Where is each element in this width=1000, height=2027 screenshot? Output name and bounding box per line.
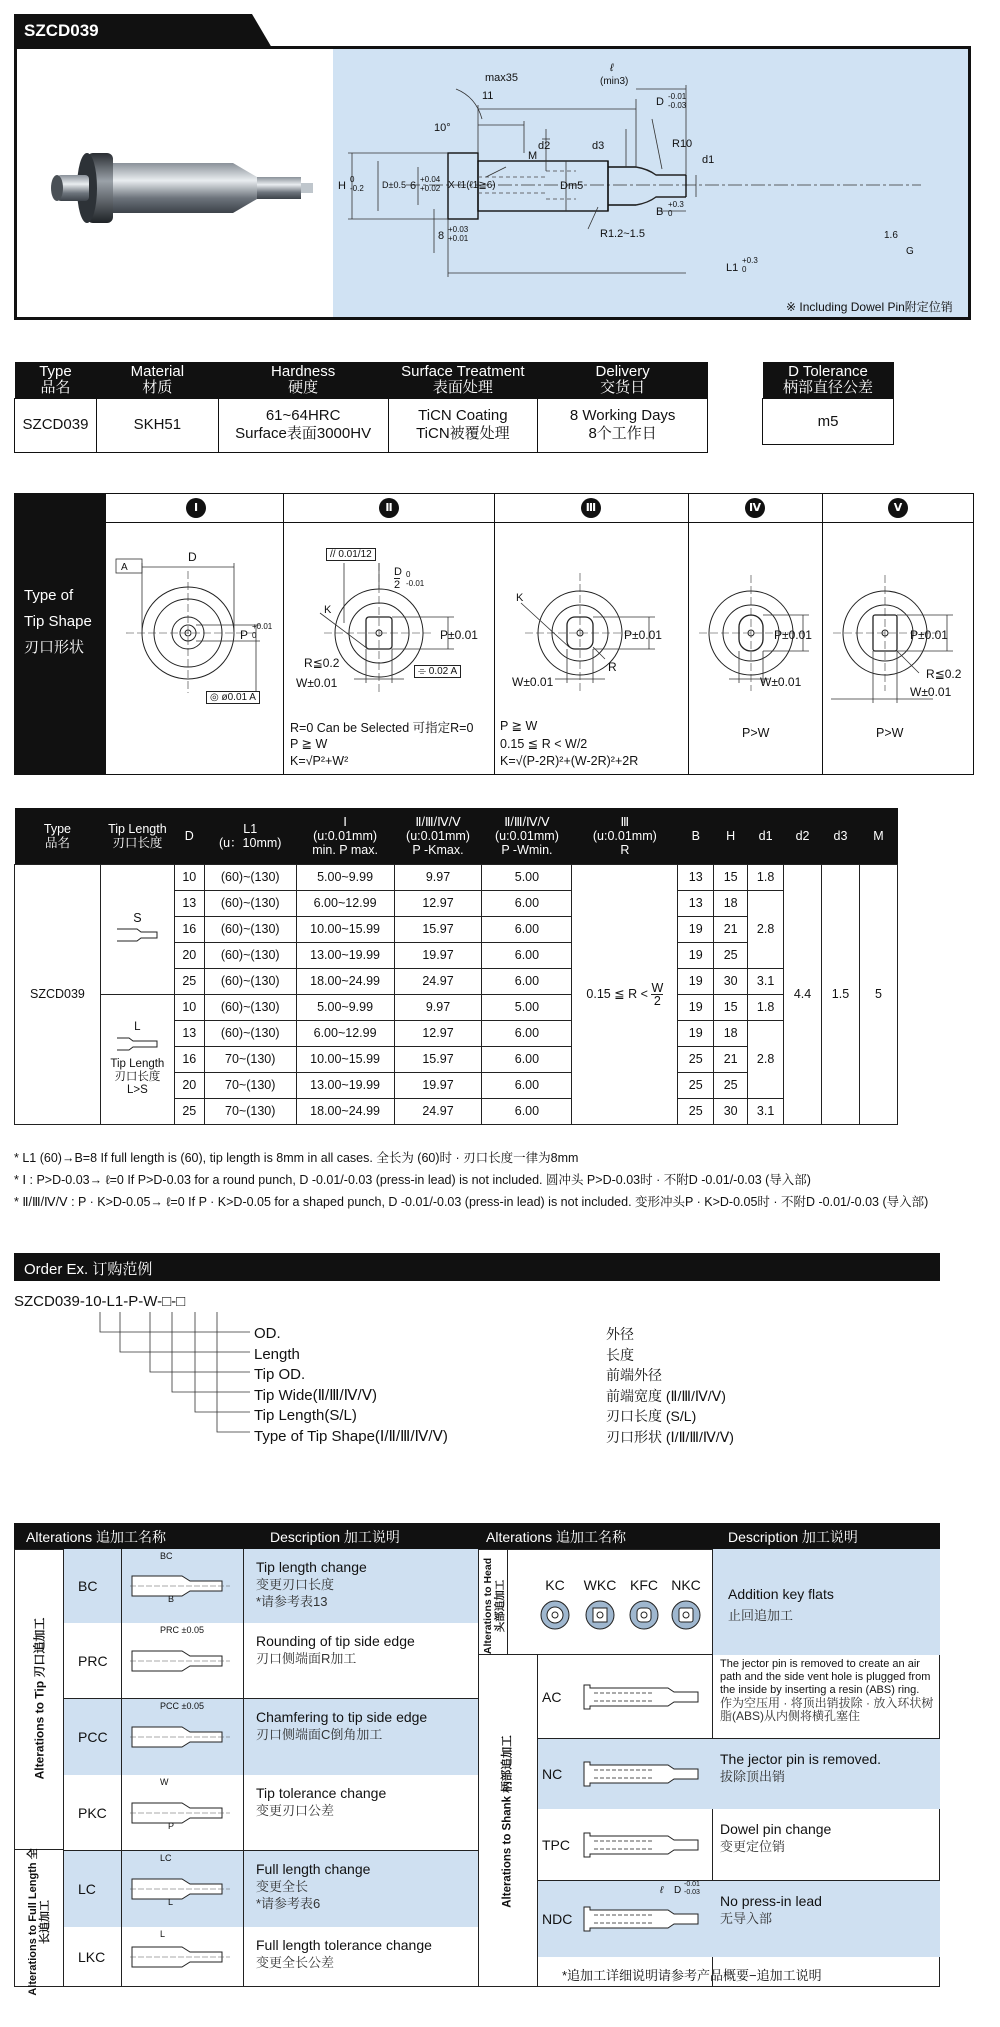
dim-max35: max35 <box>485 72 519 84</box>
order-item-tip-shape: Type of Tip Shape(Ⅰ/Ⅱ/Ⅲ/Ⅳ/Ⅴ) <box>254 1427 448 1445</box>
cell: 30 <box>714 1098 748 1124</box>
product-photo-panel <box>17 49 333 317</box>
dim-eight-tol: +0.03 +0.01 <box>448 225 469 243</box>
pin-sketch-icon <box>122 1927 244 1987</box>
d1-cell: 3.1 <box>748 968 784 994</box>
r-range-cell: 0.15 ≦ R < $\frac{W}{2}$ <box>572 864 678 1124</box>
alteration-code: LC <box>64 1851 122 1927</box>
dim-h: H <box>338 180 346 192</box>
tip-group-label: Alterations to Tip 刃口追加工 <box>32 1617 47 1780</box>
s2-d2: 2 <box>394 579 401 591</box>
s5-note: P>W <box>876 726 904 740</box>
s4-note: P>W <box>742 726 770 740</box>
cell: 19 <box>678 1020 714 1046</box>
head-code-nkc: NKC <box>671 1577 701 1593</box>
dim-11: 11 <box>482 90 494 102</box>
m-cell: 5 <box>859 864 897 1124</box>
head-key-icons <box>540 1597 710 1637</box>
cell: 30 <box>714 968 748 994</box>
pin-sketch-icon <box>122 1549 244 1623</box>
product-code: SZCD039 <box>24 21 99 40</box>
dim-xl: X ℓ1(ℓ1≧6) <box>448 180 496 191</box>
dim-d3: d3 <box>592 140 605 152</box>
dim-d1: d1 <box>702 154 715 166</box>
dim-g: G <box>906 246 914 257</box>
alteration-desc: No press-in lead 无导入部 <box>712 1881 940 1957</box>
s2-note-1: R=0 Can be Selected 可指定R=0 <box>290 721 474 735</box>
cell: 20 <box>174 1072 204 1098</box>
alterations-footnote: *追加工详细说明请参考产品概要−追加工说明 <box>562 1968 822 1983</box>
alteration-row-lc[interactable] <box>64 1851 478 1927</box>
cell: 13.00~19.99 <box>296 1072 394 1098</box>
pin-sketch-icon <box>574 1739 712 1809</box>
head-desc-cell <box>712 1549 940 1655</box>
alteration-desc: Rounding of tip side edge 刃口侧端面R加工 <box>256 1633 415 1666</box>
s5-p: P±0.01 <box>910 628 948 642</box>
head-code-wkc: WKC <box>583 1577 617 1593</box>
dim-six: 6 <box>410 180 417 192</box>
cell: 18.00~24.99 <box>296 968 394 994</box>
spec-table <box>14 362 708 453</box>
order-code: SZCD039-10-L1-P-W-□-□ <box>14 1293 186 1310</box>
alteration-code: TPC <box>542 1837 570 1853</box>
cell: 10 <box>174 994 204 1020</box>
alteration-desc: The jector pin is removed. 拔除顶出销 <box>712 1739 940 1809</box>
spec-header-type: Type 品名 <box>15 362 97 398</box>
alteration-row-pcc[interactable] <box>64 1699 478 1775</box>
cell: 5.00~9.99 <box>296 864 394 890</box>
nkc-icon <box>672 1601 700 1629</box>
cell: 10.00~15.99 <box>296 1046 394 1072</box>
note-3: * Ⅱ/Ⅲ/Ⅳ/Ⅴ : P · K>D-0.05→ ℓ=0 If P · K>D-0.05 for a shaped punch, D -0.01/-0.03 (press-in lead) is not included. 变形冲头P · K>D-0.05时 · 不附D -0.01/-0.03 (导入部) <box>14 1195 929 1209</box>
th-m: M <box>859 808 897 864</box>
cell: 9.97 <box>394 994 482 1020</box>
cell: 16 <box>174 916 204 942</box>
cell: 5.00 <box>482 994 572 1020</box>
cell: 25 <box>174 968 204 994</box>
table-row <box>15 864 898 890</box>
cell: 18.00~24.99 <box>296 1098 394 1124</box>
cell: 13 <box>174 890 204 916</box>
tip-col-5-badge: Ⅴ <box>888 498 908 518</box>
order-items-cn: 外径 长度 前端外径 前端宽度 (Ⅱ/Ⅲ/Ⅳ/Ⅴ) 刃口长度 (S/L) 刃口形状 (Ⅰ/Ⅱ/Ⅲ/Ⅳ/Ⅴ) <box>606 1326 734 1445</box>
spec-header-delivery: Delivery 交货日 <box>538 362 708 398</box>
th-i: Ⅰ (u:0.01mm) min. P max. <box>296 808 394 864</box>
alteration-desc: Chamfering to tip side edge 刃口侧端面C倒角加工 <box>244 1699 478 1775</box>
cell: 16 <box>174 1046 204 1072</box>
cell: (60)~(130) <box>204 864 296 890</box>
alteration-row-prc[interactable] <box>64 1623 478 1699</box>
alteration-desc: Tip tolerance change 变更刃口公差 <box>256 1785 387 1818</box>
th-type: Type 品名 <box>15 808 101 864</box>
spec-header-material: Material 材质 <box>96 362 218 398</box>
s3-note-1: P ≧ W <box>500 719 538 733</box>
cell: (60)~(130) <box>204 1020 296 1046</box>
dim-b: B <box>656 206 664 218</box>
dim-d2: d2 <box>538 140 551 152</box>
s3-w: W±0.01 <box>512 675 554 689</box>
s2-sym: ⌯ 0.02 A <box>414 665 461 678</box>
th-tip-length: Tip Length 刃口长度 <box>100 808 174 864</box>
cell: 6.00 <box>482 916 572 942</box>
alteration-figure: ℓ D -0.01 -0.03 <box>574 1881 712 1957</box>
dowel-note: ※ Including Dowel Pin附定位销 <box>786 300 953 314</box>
spec-header-surface: Surface Treatment 表面处理 <box>388 362 538 398</box>
tip-col-3-badge: Ⅲ <box>581 498 601 518</box>
wkc-icon <box>586 1601 614 1629</box>
cell: 9.97 <box>394 864 482 890</box>
head-code-kfc: KFC <box>630 1577 658 1593</box>
alt-header-left: Alterations 追加工名称 <box>26 1529 167 1545</box>
cell: 24.97 <box>394 968 482 994</box>
short-tip-icon <box>115 925 159 945</box>
alteration-figure: W P <box>122 1775 244 1851</box>
s1-p: P <box>240 628 249 642</box>
alteration-code: PCC <box>64 1699 122 1775</box>
alteration-desc: Full length change 变更全长 *请参考表6 <box>244 1851 478 1927</box>
alteration-desc: Dowel pin change 变更定位销 <box>720 1821 832 1854</box>
pin-sketch-icon <box>574 1809 712 1881</box>
cell: 25 <box>174 1098 204 1124</box>
cell: 19 <box>678 994 714 1020</box>
cell: 6.00 <box>482 1072 572 1098</box>
kfc-icon <box>630 1601 658 1629</box>
order-item-tip-od: Tip OD. <box>254 1366 306 1383</box>
order-item-tip-wide: Tip Wide(Ⅱ/Ⅲ/Ⅳ/Ⅴ) <box>254 1386 377 1404</box>
alteration-row-ndc[interactable] <box>538 1881 940 1957</box>
tip-length-s-cell: S <box>100 864 174 994</box>
desc-header-right: Description 加工说明 <box>728 1529 858 1545</box>
th-r: Ⅲ (u:0.01mm) R <box>572 808 678 864</box>
s2-w: W±0.01 <box>296 676 338 690</box>
alteration-code: LKC <box>64 1927 122 1987</box>
cell: 19.97 <box>394 942 482 968</box>
alteration-figure <box>574 1809 712 1881</box>
head-desc-en: Addition key flats <box>728 1586 834 1602</box>
d1-cell: 3.1 <box>748 1098 784 1124</box>
alteration-desc: The jector pin is removed to create an air path and the side vent hole is plugged from the inside by inserting a resin (ABS) ring. 作为空压用 · 将顶出销拔除 · 放入环状树脂(ABS)从内侧将横孔塞住 <box>720 1658 934 1723</box>
s3-k: K <box>516 592 524 604</box>
order-title-bar <box>14 1253 940 1281</box>
cell: 15.97 <box>394 1046 482 1072</box>
alteration-figure: BC B <box>122 1549 244 1623</box>
cell: 13 <box>174 1020 204 1046</box>
alteration-row-bc[interactable] <box>64 1549 478 1623</box>
order-item-length: Length <box>254 1345 300 1363</box>
cell: 21 <box>714 1046 748 1072</box>
cell: 70~(130) <box>204 1072 296 1098</box>
d2-cell: 4.4 <box>784 864 822 1124</box>
shank-group-label: Alterations to Shank 柄部追加工 <box>501 1735 514 1908</box>
pin-sketch-icon <box>574 1655 712 1739</box>
alteration-code: BC <box>64 1549 122 1623</box>
dim-10deg: 10° <box>434 122 451 134</box>
alteration-figure: L <box>122 1927 244 1987</box>
full-group-label: Alterations to Full Length 全长追加工 <box>27 1848 51 1996</box>
th-d1: d1 <box>748 808 784 864</box>
s2-note-3: K=√P²+W² <box>290 754 349 768</box>
cell: 6.00 <box>482 968 572 994</box>
tip-col-1-badge: Ⅰ <box>186 498 206 518</box>
s2-d2tol: 0 -0.01 <box>406 570 425 588</box>
order-item-tip-length: Tip Length(S/L) <box>254 1407 357 1424</box>
cell: 19 <box>678 968 714 994</box>
dim-h-tol: 0 -0.2 <box>350 175 364 193</box>
alteration-row-lkc[interactable] <box>64 1927 478 1987</box>
tip-shape-label-3: 刃口形状 <box>24 639 85 656</box>
dim-dm5: Dm5 <box>560 180 584 192</box>
dim-d-tol-v: -0.01 -0.03 <box>668 92 687 110</box>
cell: 19 <box>678 942 714 968</box>
spec-header-hardness: Hardness 硬度 <box>218 362 388 398</box>
long-tip-icon <box>115 1034 159 1054</box>
cell: 19.97 <box>394 1072 482 1098</box>
d1-cell: 2.8 <box>748 1020 784 1098</box>
s3-r: R <box>608 660 617 674</box>
cell: 18 <box>714 890 748 916</box>
cell: (60)~(130) <box>204 968 296 994</box>
cell: 6.00 <box>482 942 572 968</box>
th-d: D <box>174 808 204 864</box>
cell: 21 <box>714 916 748 942</box>
cell: 25 <box>678 1098 714 1124</box>
dimension-table-body <box>15 864 898 1124</box>
dim-l1: L1 <box>726 262 739 274</box>
d1-cell: 1.8 <box>748 994 784 1020</box>
alteration-row-ac[interactable] <box>538 1655 940 1739</box>
dim-d-tol: D <box>656 96 664 108</box>
dim-b-tol: +0.3 0 <box>668 200 684 218</box>
dim-l: ℓ <box>610 62 614 74</box>
s3-note-3: K=√(P-2R)²+(W-2R)²+2R <box>500 754 639 768</box>
cell: 6.00~12.99 <box>296 890 394 916</box>
cell: 5.00 <box>482 864 572 890</box>
s3-p: P±0.01 <box>624 628 662 642</box>
punch-photo <box>17 49 333 317</box>
d1-cell: 2.8 <box>748 890 784 968</box>
cell: 10.00~15.99 <box>296 916 394 942</box>
order-title: Order Ex. 订购范例 <box>24 1261 153 1278</box>
alteration-figure <box>574 1655 712 1739</box>
dim-r10: R10 <box>672 138 693 150</box>
cell: 13 <box>678 864 714 890</box>
tip-col-2-badge: Ⅱ <box>379 498 399 518</box>
tip-shape-label-2: Tip Shape <box>24 613 92 630</box>
cell: (60)~(130) <box>204 942 296 968</box>
cell: 12.97 <box>394 890 482 916</box>
alteration-desc: Tip length change 变更刃口长度 *请参考表13 <box>244 1549 478 1623</box>
cell: 13 <box>678 890 714 916</box>
s1-ptol: +0.01 0 <box>252 622 273 640</box>
tol-value: m5 <box>763 398 894 444</box>
alteration-desc: Full length tolerance change 变更全长公差 <box>256 1937 432 1970</box>
alteration-figure: PRC ±0.05 <box>122 1623 244 1699</box>
s2-par: // 0.01/12 <box>326 548 376 561</box>
tip-col-4-badge: Ⅳ <box>745 498 765 518</box>
th-b: B <box>678 808 714 864</box>
order-items-en <box>254 1324 448 1447</box>
cell: 15 <box>714 864 748 890</box>
cell: 25 <box>714 1072 748 1098</box>
s1-conc: ◎ ø0.01 A <box>206 691 260 704</box>
head-desc-cn: 止回追加工 <box>728 1608 794 1623</box>
cell: 10 <box>174 864 204 890</box>
note-1: * L1 (60)→B=8 If full length is (60), tip length is 8mm in all cases. 全长为 (60)时 · 刃口长度一律为8mm <box>14 1151 579 1165</box>
alteration-figure: LC L <box>122 1851 244 1927</box>
cell: 15.97 <box>394 916 482 942</box>
th-d3: d3 <box>822 808 860 864</box>
alteration-row-nc[interactable] <box>538 1739 940 1809</box>
alteration-row-pkc[interactable] <box>64 1775 478 1851</box>
th-kmax: Ⅱ/Ⅲ/Ⅳ/Ⅴ (u:0.01mm) P -Kmax. <box>394 808 482 864</box>
cell: 6.00 <box>482 1020 572 1046</box>
cell: (60)~(130) <box>204 890 296 916</box>
cell: 6.00 <box>482 1046 572 1072</box>
d3-cell: 1.5 <box>822 864 860 1124</box>
cell: (60)~(130) <box>204 916 296 942</box>
s2-r: R≦0.2 <box>304 656 340 670</box>
dim-r12: R1.2~1.5 <box>600 228 645 240</box>
cell: 12.97 <box>394 1020 482 1046</box>
desc-header-left: Description 加工说明 <box>270 1529 400 1545</box>
cell: 15 <box>714 994 748 1020</box>
dim-m: M <box>528 150 538 162</box>
alteration-code: PRC <box>64 1623 122 1699</box>
cell: 70~(130) <box>204 1098 296 1124</box>
dim-six-tol: +0.04 +0.02 <box>420 175 441 193</box>
order-leader-lines <box>90 1312 260 1444</box>
cell: 24.97 <box>394 1098 482 1124</box>
note-2: * Ⅰ : P>D-0.03→ ℓ=0 If P>D-0.03 for a round punch, D -0.01/-0.03 (press-in lead) is not included. 圆冲头 P>D-0.03时 · 不附D -0.01/-0.03 (导入部) <box>14 1173 811 1187</box>
cell: 6.00 <box>482 890 572 916</box>
d1-cell: 1.8 <box>748 864 784 890</box>
alteration-figure: PCC ±0.05 <box>122 1699 244 1775</box>
alteration-code: NC <box>538 1739 574 1809</box>
alteration-code: AC <box>542 1689 562 1705</box>
pin-sketch-icon <box>122 1775 244 1851</box>
s3-note-2: 0.15 ≦ R < W/2 <box>500 737 588 751</box>
kc-icon <box>541 1601 569 1629</box>
cell: (60)~(130) <box>204 994 296 1020</box>
dim-l1-tol: +0.3 0 <box>742 256 758 274</box>
s2-p: P±0.01 <box>440 628 478 642</box>
cell: 70~(130) <box>204 1046 296 1072</box>
cell: 18 <box>714 1020 748 1046</box>
s2-k: K <box>324 604 332 616</box>
dim-d05: D±0.5 <box>382 180 406 190</box>
type-cell: SZCD039 <box>15 864 101 1124</box>
s2-d: D <box>394 566 402 578</box>
tip-shape-label-cell <box>14 493 106 775</box>
shape-4-drawing <box>689 523 822 703</box>
s1-a: A <box>121 562 128 573</box>
order-item-od: OD. <box>254 1325 281 1342</box>
cell: 13.00~19.99 <box>296 942 394 968</box>
th-d2: d2 <box>784 808 822 864</box>
s5-w: W±0.01 <box>910 685 952 699</box>
cell: 5.00~9.99 <box>296 994 394 1020</box>
tolerance-table <box>762 362 894 445</box>
table-row <box>15 994 898 1020</box>
dim-eight: 8 <box>438 230 445 242</box>
alt-header-right: Alterations 追加工名称 <box>486 1529 627 1545</box>
cell: 6.00 <box>482 1098 572 1124</box>
dimension-table <box>14 808 898 1125</box>
head-group-label: Alterations to Head 头部追加工 <box>482 1557 506 1655</box>
s5-r: R≦0.2 <box>926 667 962 681</box>
cell: 25 <box>678 1046 714 1072</box>
dim-g16: 1.6 <box>884 230 898 241</box>
th-h: H <box>714 808 748 864</box>
cell: 25 <box>714 942 748 968</box>
th-wmin: Ⅱ/Ⅲ/Ⅳ/Ⅴ (u:0.01mm) P -Wmin. <box>482 808 572 864</box>
s4-p: P±0.01 <box>774 628 812 642</box>
spec-material: SKH51 <box>96 398 218 452</box>
dim-min3: (min3) <box>600 76 629 87</box>
spec-surface: TiCN Coating TiCN被覆处理 <box>388 398 538 452</box>
alteration-row-tpc[interactable] <box>538 1809 940 1881</box>
pin-sketch-icon <box>122 1851 244 1927</box>
cell: 6.00~12.99 <box>296 1020 394 1046</box>
tip-length-l-cell: L Tip Length 刃口长度 L>S <box>100 994 174 1124</box>
header-tab-corner <box>248 14 272 48</box>
alteration-code: PKC <box>64 1775 122 1851</box>
tip-shape-label-1: Type of <box>24 587 74 604</box>
spec-hardness: 61~64HRC Surface表面3000HV <box>218 398 388 452</box>
th-l1: L1 (u：10mm) <box>204 808 296 864</box>
spec-delivery: 8 Working Days 8个工作日 <box>538 398 708 452</box>
alteration-code: NDC <box>538 1881 574 1957</box>
head-code-kc: KC <box>545 1577 565 1593</box>
spec-type: SZCD039 <box>15 398 97 452</box>
alteration-figure <box>574 1739 712 1809</box>
s2-note-2: P ≧ W <box>290 737 328 751</box>
cell: 20 <box>174 942 204 968</box>
tol-header: D Tolerance 柄部直径公差 <box>763 362 894 398</box>
s1-d: D <box>188 550 197 564</box>
s4-w: W±0.01 <box>760 675 802 689</box>
cell: 25 <box>678 1072 714 1098</box>
cell: 19 <box>678 916 714 942</box>
